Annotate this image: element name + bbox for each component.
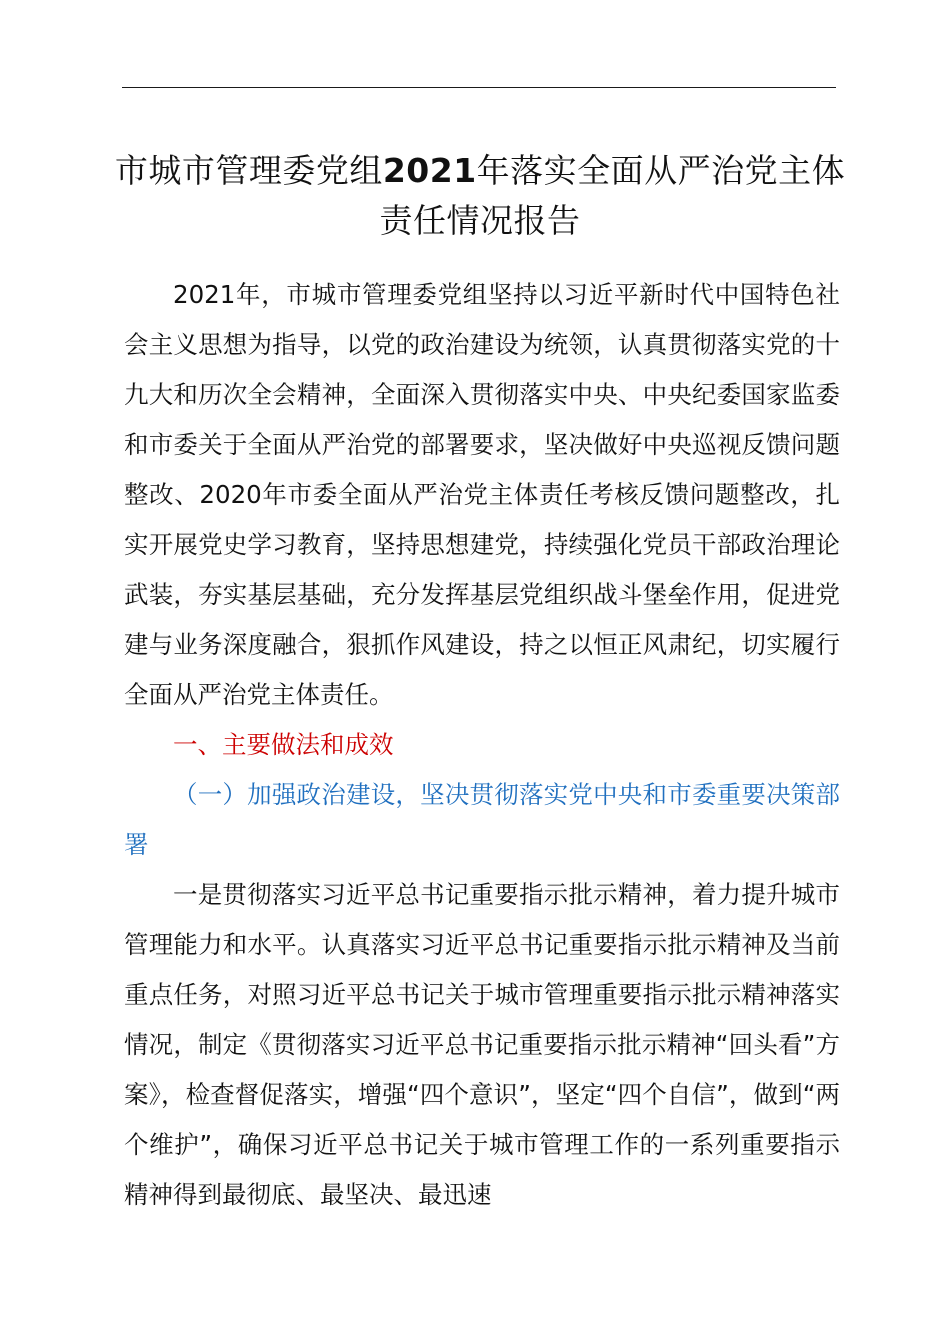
title-prefix: 市城市管理委党组 [114, 151, 383, 190]
body-paragraph: 一是贯彻落实习近平总书记重要指示批示精神，着力提升城市管理能力和水平。认真落实习近平总书记重要指示批示精神及当前重点任务，对照习近平总书记关于城市管理重要指示批示精神落实情况，制定《贯彻落实习近平总书记重要指示批示精神“回头看”方案》，检查督促落实，增强“四个意识”，坚定“四个自信”，做到“两个维护”，确保习近平总书记关于城市管理工作的一系列重要指示精神得到最彻底、最坚决、最迅速 [124, 880, 840, 1209]
page-title [100, 146, 860, 246]
subsection-heading: （一）加强政治建设，坚决贯彻落实党中央和市委重要决策部署 [124, 780, 840, 859]
title-year: 2021 [382, 151, 477, 190]
intro-paragraph: 2021年，市城市管理委党组坚持以习近平新时代中国特色社会主义思想为指导，以党的政治建设为统领，认真贯彻落实党的十九大和历次全会精神，全面深入贯彻落实中央、中央纪委国家监委和市委关于全面从严治党的部署要求，坚决做好中央巡视反馈问题整改、2020年市委全面从严治党主体责任考核反馈问题整改，扎实开展党史学习教育，坚持思想建党，持续强化党员干部政治理论武装，夯实基层基础，充分发挥基层党组织战斗堡垒作用，促进党建与业务深度融合，狠抓作风建设，持之以恒正风肃纪，切实履行全面从严治党主体责任。 [124, 280, 840, 709]
document-body [124, 270, 840, 1220]
header-rule [122, 87, 836, 88]
title-suffix: 年落实全面从严治党主体责任情况报告 [379, 151, 846, 240]
section-heading: 一、主要做法和成效 [173, 730, 394, 759]
